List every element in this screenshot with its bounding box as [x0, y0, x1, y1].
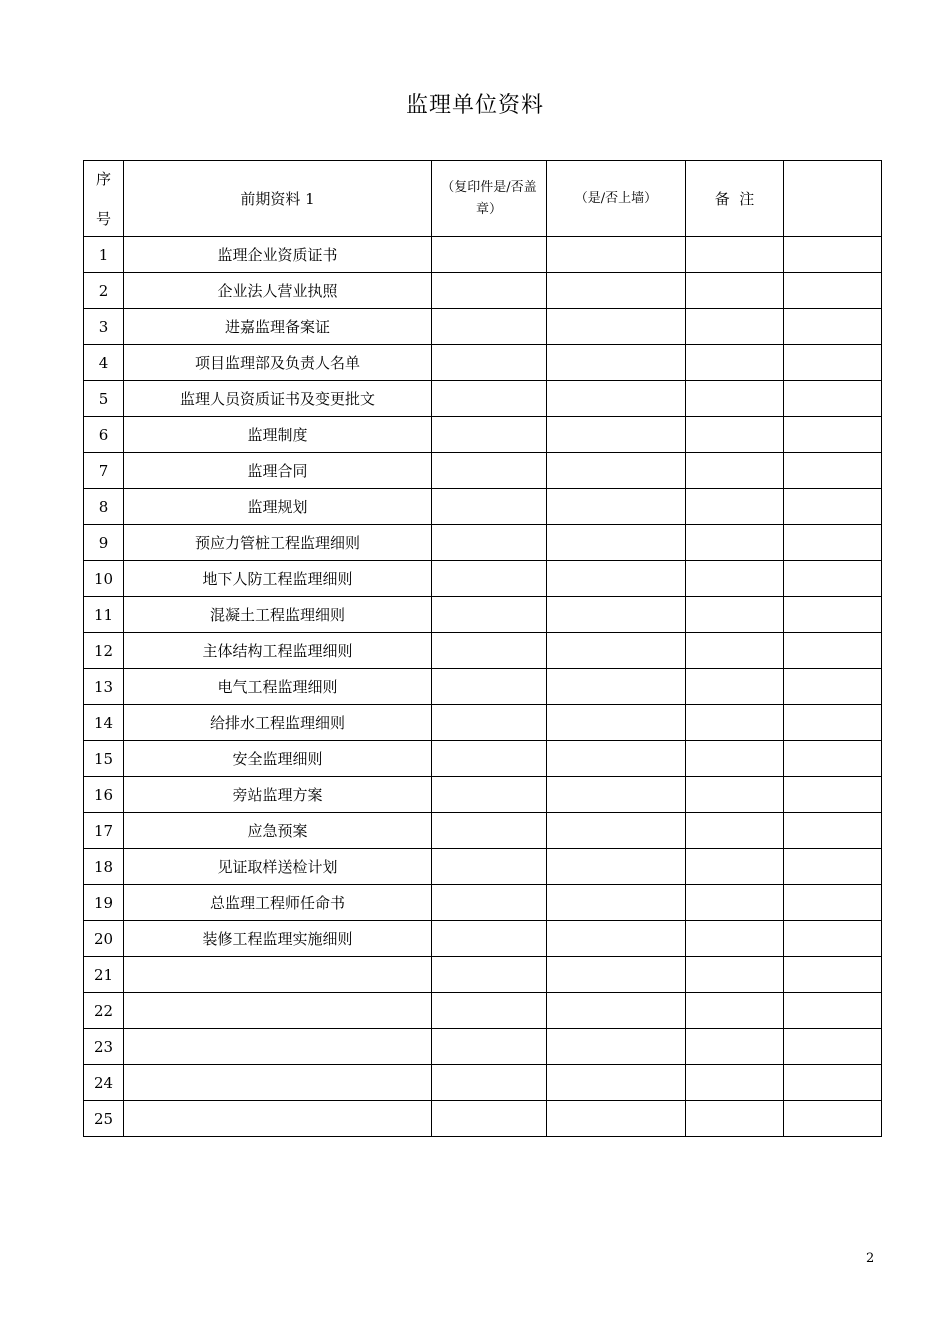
table-row [84, 237, 882, 273]
row-number: 10 [84, 561, 124, 597]
row-extra-cell [784, 489, 882, 525]
row-item [124, 1101, 432, 1137]
row-copy-stamp-cell [432, 309, 547, 345]
row-remark-cell [686, 417, 784, 453]
row-item: 装修工程监理实施细则 [124, 921, 432, 957]
row-remark-cell [686, 525, 784, 561]
row-number: 1 [84, 237, 124, 273]
row-item: 监理规划 [124, 489, 432, 525]
row-extra-cell [784, 813, 882, 849]
row-remark-cell [686, 453, 784, 489]
row-remark-cell [686, 309, 784, 345]
table-row [84, 345, 882, 381]
table-row [84, 525, 882, 561]
row-number: 18 [84, 849, 124, 885]
table-row [84, 813, 882, 849]
row-copy-stamp-cell [432, 1101, 547, 1137]
row-number: 12 [84, 633, 124, 669]
row-item [124, 1029, 432, 1065]
header-seq: 序 号 [84, 161, 124, 237]
header-copy-stamp: （复印件是/否盖章） [432, 161, 547, 237]
row-item: 监理合同 [124, 453, 432, 489]
table-row [84, 273, 882, 309]
row-posted-cell [547, 777, 686, 813]
table-row [84, 1029, 882, 1065]
row-remark-cell [686, 777, 784, 813]
row-copy-stamp-cell [432, 777, 547, 813]
row-extra-cell [784, 885, 882, 921]
row-remark-cell [686, 597, 784, 633]
row-item: 主体结构工程监理细则 [124, 633, 432, 669]
row-copy-stamp-cell [432, 1065, 547, 1101]
row-number: 11 [84, 597, 124, 633]
row-item [124, 1065, 432, 1101]
table-row [84, 453, 882, 489]
row-extra-cell [784, 921, 882, 957]
row-posted-cell [547, 237, 686, 273]
row-copy-stamp-cell [432, 237, 547, 273]
row-extra-cell [784, 1029, 882, 1065]
row-extra-cell [784, 705, 882, 741]
row-extra-cell [784, 345, 882, 381]
row-number: 20 [84, 921, 124, 957]
row-copy-stamp-cell [432, 561, 547, 597]
row-posted-cell [547, 921, 686, 957]
table-header-row [84, 161, 882, 237]
table-row [84, 669, 882, 705]
row-number: 9 [84, 525, 124, 561]
row-item: 预应力管桩工程监理细则 [124, 525, 432, 561]
row-number: 14 [84, 705, 124, 741]
row-number: 17 [84, 813, 124, 849]
row-posted-cell [547, 885, 686, 921]
table-row [84, 417, 882, 453]
row-copy-stamp-cell [432, 381, 547, 417]
row-extra-cell [784, 633, 882, 669]
row-item [124, 993, 432, 1029]
row-posted-cell [547, 561, 686, 597]
page-title: 监理单位资料 [405, 93, 544, 118]
row-posted-cell [547, 1065, 686, 1101]
row-item: 应急预案 [124, 813, 432, 849]
row-item: 监理制度 [124, 417, 432, 453]
row-remark-cell [686, 381, 784, 417]
table-row [84, 993, 882, 1029]
row-copy-stamp-cell [432, 633, 547, 669]
row-extra-cell [784, 453, 882, 489]
table-row [84, 885, 882, 921]
row-item: 地下人防工程监理细则 [124, 561, 432, 597]
row-number: 21 [84, 957, 124, 993]
row-remark-cell [686, 849, 784, 885]
row-remark-cell [686, 345, 784, 381]
row-posted-cell [547, 849, 686, 885]
table-row [84, 705, 882, 741]
row-item: 总监理工程师任命书 [124, 885, 432, 921]
page-number: 2 [866, 1251, 875, 1266]
row-copy-stamp-cell [432, 273, 547, 309]
header-item: 前期资料 1 [124, 161, 432, 237]
table-row [84, 633, 882, 669]
row-extra-cell [784, 1065, 882, 1101]
row-copy-stamp-cell [432, 669, 547, 705]
row-copy-stamp-cell [432, 885, 547, 921]
table-row [84, 957, 882, 993]
row-number: 8 [84, 489, 124, 525]
row-item: 监理人员资质证书及变更批文 [124, 381, 432, 417]
row-copy-stamp-cell [432, 921, 547, 957]
row-posted-cell [547, 813, 686, 849]
row-number: 24 [84, 1065, 124, 1101]
row-copy-stamp-cell [432, 813, 547, 849]
row-copy-stamp-cell [432, 957, 547, 993]
table-row [84, 741, 882, 777]
row-copy-stamp-cell [432, 993, 547, 1029]
row-posted-cell [547, 381, 686, 417]
row-extra-cell [784, 993, 882, 1029]
row-number: 5 [84, 381, 124, 417]
row-posted-cell [547, 489, 686, 525]
row-remark-cell [686, 1065, 784, 1101]
row-remark-cell [686, 273, 784, 309]
row-posted-cell [547, 669, 686, 705]
row-number: 25 [84, 1101, 124, 1137]
row-item: 项目监理部及负责人名单 [124, 345, 432, 381]
row-copy-stamp-cell [432, 741, 547, 777]
row-remark-cell [686, 1029, 784, 1065]
row-posted-cell [547, 525, 686, 561]
header-remark: 备 注 [686, 161, 784, 237]
row-remark-cell [686, 237, 784, 273]
row-number: 23 [84, 1029, 124, 1065]
row-number: 13 [84, 669, 124, 705]
row-posted-cell [547, 345, 686, 381]
row-posted-cell [547, 1101, 686, 1137]
row-item: 混凝土工程监理细则 [124, 597, 432, 633]
row-posted-cell [547, 705, 686, 741]
row-posted-cell [547, 1029, 686, 1065]
row-item: 给排水工程监理细则 [124, 705, 432, 741]
row-posted-cell [547, 417, 686, 453]
row-item: 见证取样送检计划 [124, 849, 432, 885]
row-extra-cell [784, 237, 882, 273]
header-posted: （是/否上墙） [547, 161, 686, 237]
row-remark-cell [686, 489, 784, 525]
row-copy-stamp-cell [432, 1029, 547, 1065]
table-row [84, 921, 882, 957]
row-extra-cell [784, 561, 882, 597]
row-remark-cell [686, 813, 784, 849]
table-row [84, 489, 882, 525]
table-row [84, 1065, 882, 1101]
row-posted-cell [547, 633, 686, 669]
row-extra-cell [784, 525, 882, 561]
row-copy-stamp-cell [432, 345, 547, 381]
table-row [84, 1101, 882, 1137]
row-number: 15 [84, 741, 124, 777]
row-number: 3 [84, 309, 124, 345]
row-remark-cell [686, 993, 784, 1029]
row-item: 旁站监理方案 [124, 777, 432, 813]
row-item: 企业法人营业执照 [124, 273, 432, 309]
table-row [84, 309, 882, 345]
table-row [84, 777, 882, 813]
row-copy-stamp-cell [432, 705, 547, 741]
row-item: 进嘉监理备案证 [124, 309, 432, 345]
row-number: 6 [84, 417, 124, 453]
row-item: 电气工程监理细则 [124, 669, 432, 705]
row-extra-cell [784, 309, 882, 345]
row-posted-cell [547, 993, 686, 1029]
row-remark-cell [686, 885, 784, 921]
row-extra-cell [784, 957, 882, 993]
row-posted-cell [547, 309, 686, 345]
row-extra-cell [784, 1101, 882, 1137]
row-copy-stamp-cell [432, 525, 547, 561]
row-extra-cell [784, 741, 882, 777]
row-remark-cell [686, 957, 784, 993]
row-posted-cell [547, 957, 686, 993]
document-table [83, 160, 882, 1137]
table-row [84, 849, 882, 885]
row-remark-cell [686, 1101, 784, 1137]
row-posted-cell [547, 453, 686, 489]
row-extra-cell [784, 777, 882, 813]
row-extra-cell [784, 417, 882, 453]
row-number: 16 [84, 777, 124, 813]
row-number: 7 [84, 453, 124, 489]
row-remark-cell [686, 633, 784, 669]
row-item: 监理企业资质证书 [124, 237, 432, 273]
row-remark-cell [686, 669, 784, 705]
header-extra [784, 161, 882, 237]
row-remark-cell [686, 705, 784, 741]
row-extra-cell [784, 849, 882, 885]
table-row [84, 561, 882, 597]
row-copy-stamp-cell [432, 489, 547, 525]
row-extra-cell [784, 669, 882, 705]
row-number: 2 [84, 273, 124, 309]
row-remark-cell [686, 561, 784, 597]
row-remark-cell [686, 921, 784, 957]
row-item: 安全监理细则 [124, 741, 432, 777]
row-extra-cell [784, 381, 882, 417]
row-copy-stamp-cell [432, 849, 547, 885]
table-row [84, 597, 882, 633]
row-posted-cell [547, 273, 686, 309]
row-item [124, 957, 432, 993]
row-copy-stamp-cell [432, 417, 547, 453]
row-number: 19 [84, 885, 124, 921]
row-posted-cell [547, 741, 686, 777]
row-number: 22 [84, 993, 124, 1029]
row-copy-stamp-cell [432, 453, 547, 489]
row-number: 4 [84, 345, 124, 381]
row-extra-cell [784, 597, 882, 633]
row-posted-cell [547, 597, 686, 633]
row-copy-stamp-cell [432, 597, 547, 633]
table-row [84, 381, 882, 417]
row-extra-cell [784, 273, 882, 309]
row-remark-cell [686, 741, 784, 777]
